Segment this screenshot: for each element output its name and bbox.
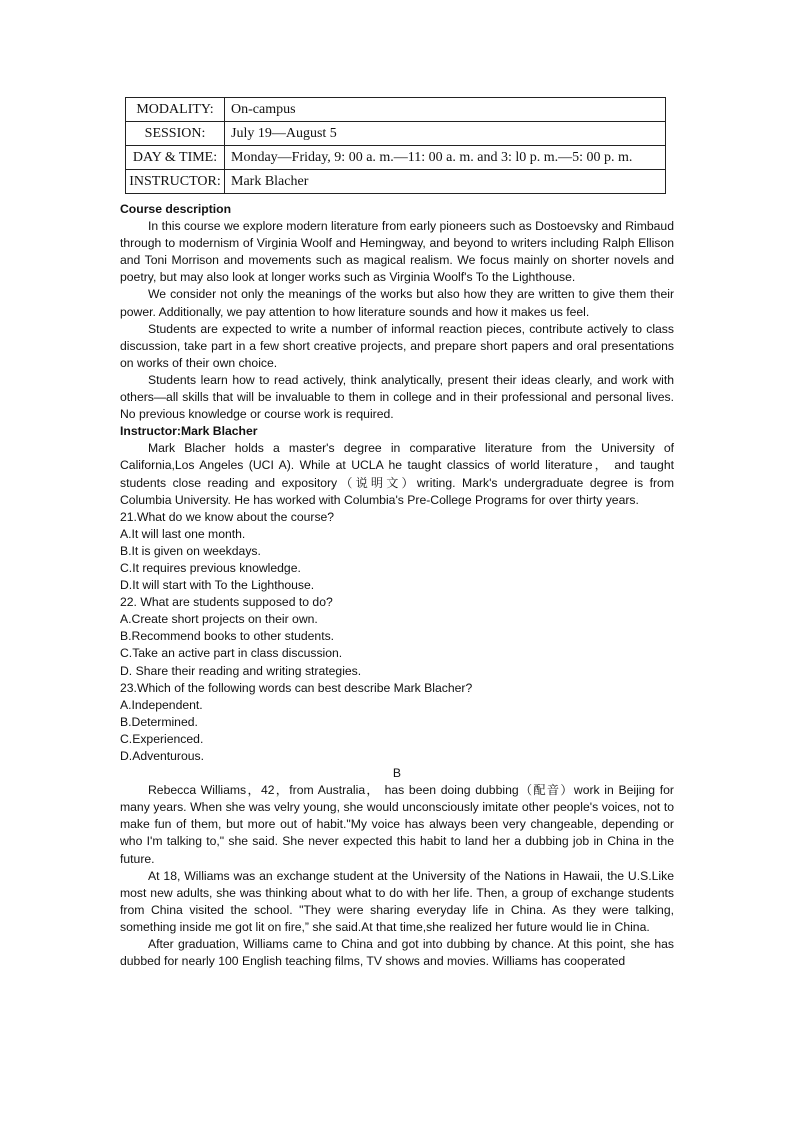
table-row bbox=[126, 122, 666, 146]
question-22-option-d: D. Share their reading and writing strategies. bbox=[120, 663, 362, 678]
question-23-option-a: A.Independent. bbox=[120, 697, 203, 712]
session-value: July 19—August 5 bbox=[225, 122, 666, 146]
question-23-option-d: D.Adventurous. bbox=[120, 749, 205, 763]
section-b-title: B bbox=[392, 766, 402, 781]
course-description-heading: Course description bbox=[120, 202, 232, 216]
question-22-stem: 22. What are students supposed to do? bbox=[120, 595, 333, 610]
session-label: SESSION: bbox=[126, 122, 225, 146]
instructor-value: Mark Blacher bbox=[225, 170, 666, 194]
day-time-label: DAY & TIME: bbox=[126, 146, 225, 170]
question-22-option-a: A.Create short projects on their own. bbox=[120, 612, 318, 627]
course-info-table bbox=[125, 97, 666, 194]
modality-value: On-campus bbox=[225, 98, 666, 122]
table-row bbox=[126, 170, 666, 194]
document-body bbox=[120, 201, 674, 970]
table-row bbox=[126, 98, 666, 122]
instructor-paragraph: Mark Blacher holds a master's degree in comparative literature from the University of California,Los Angeles (UCI A). While at UCLA he taught classics of world literature， and taught students close reading and expository（说明文）writing. Mark's undergraduate degree is from Columbia University. He has worked with Columbia's Pre-College Programs for over thirty years. bbox=[120, 441, 674, 507]
table-row bbox=[126, 146, 666, 170]
course-paragraph: We consider not only the meanings of the works but also how they are written to give them their power. Additionally, we pay attention to how literature sounds and how it makes us feel. bbox=[120, 287, 674, 319]
question-23-option-b: B.Determined. bbox=[120, 714, 198, 729]
instructor-heading: Instructor:Mark Blacher bbox=[120, 424, 258, 439]
question-23-stem: 23.Which of the following words can best describe Mark Blacher? bbox=[120, 680, 473, 695]
question-21-option-d: D.It will start with To the Lighthouse. bbox=[120, 578, 315, 593]
course-paragraph: Students learn how to read actively, think analytically, present their ideas clearly, and work with others—all skills that will be invaluable to them in college and in their professional and personal lives. No previous knowledge or course work is required. bbox=[120, 372, 674, 422]
question-23-option-c: C.Experienced. bbox=[120, 731, 204, 746]
modality-label: MODALITY: bbox=[126, 98, 225, 122]
instructor-label: INSTRUCTOR: bbox=[126, 170, 225, 194]
question-21-option-a: A.It will last one month. bbox=[120, 526, 246, 541]
question-21-stem: 21.What do we know about the course? bbox=[120, 509, 335, 524]
question-22-option-b: B.Recommend books to other students. bbox=[120, 629, 335, 644]
day-time-value: Monday—Friday, 9: 00 a. m.—11: 00 a. m. and 3: l0 p. m.—5: 00 p. m. bbox=[225, 146, 666, 170]
course-paragraph: In this course we explore modern literature from early pioneers such as Dostoevsky and Rimbaud through to modernism of Virginia Woolf and Hemingway, and beyond to writers including Ralph Ellison and Toni Morrison and movements such as magical realism. We focus mainly on shorter novels and poetry, but may also look at longer works such as Virginia Woolf's To the Lighthouse. bbox=[120, 219, 674, 285]
question-21-option-c: C.It requires previous knowledge. bbox=[120, 560, 301, 575]
course-paragraph: Students are expected to write a number of informal reaction pieces, contribute actively to class discussion, take part in a few short creative projects, and prepare short papers and oral presentations on works of their own choice. bbox=[120, 321, 674, 370]
question-22-option-c: C.Take an active part in class discussion. bbox=[120, 646, 343, 661]
section-b-paragraph: At 18, Williams was an exchange student at the University of the Nations in Hawaii, the U.S.Like most new adults, she was thinking about what to do with her life. Then, a group of exchange students from China visited the school. "They were sharing everyday life in China. As they were talking, something inside me got lit on fire,” she said.At that time,she realized her future would lie in China. bbox=[120, 868, 674, 934]
question-21-option-b: B.It is given on weekdays. bbox=[120, 543, 261, 558]
section-b-paragraph: Rebecca Williams，42，from Australia， has been doing dubbing（配音）work in Beijing for many years. When she was velry young, she would unconsciously imitate other people's voices, not to make fun of them, but more out of habit."My voice has always been very changeable, depending or who I'm talking to," she said. She never expected this habit to land her a dubbing job in China in the future. bbox=[120, 783, 674, 866]
section-b-paragraph: After graduation, Williams came to China and got into dubbing by chance. At this point, she has dubbed for nearly 100 English teaching films, TV shows and movies. Williams has cooperated bbox=[120, 937, 674, 969]
